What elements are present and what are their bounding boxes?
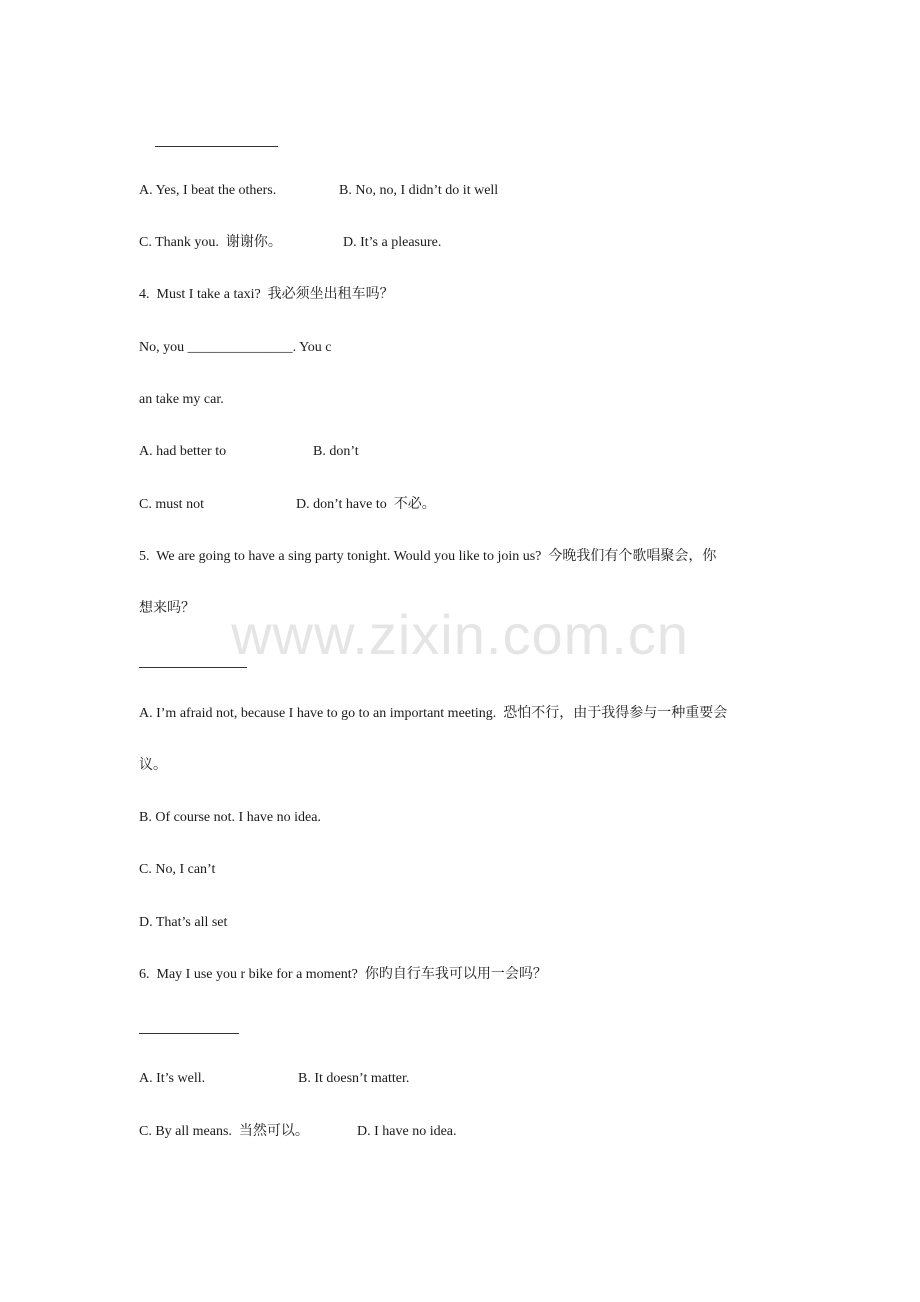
q4-question: 4. Must I take a taxi? 我必须坐出租车吗？	[139, 287, 394, 302]
q3-option-a: A. Yes, I beat the others.	[139, 183, 277, 198]
answer-blank-q5	[139, 667, 247, 668]
watermark: www.zixin.com.cn	[231, 603, 689, 666]
q5-option-a-line-1: A. I’m afraid not, because I have to go to an important meeting. 恐怕不行，由于我得参与一种重要会	[139, 706, 728, 721]
answer-blank-q3	[155, 146, 278, 147]
q6-question: 6. May I use you r bike for a moment? 你旳自行车我可以用一会吗？	[139, 967, 547, 982]
q5-option-a-line-2: 议。	[139, 758, 167, 773]
q5-question-line-2: 想来吗？	[139, 601, 195, 616]
q4-option-b: B. don’t	[313, 444, 359, 459]
q4-option-c: C. must not	[139, 497, 204, 512]
q6-option-b: B. It doesn’t matter.	[298, 1071, 410, 1086]
q3-option-c: C. Thank you. 谢谢你。	[139, 235, 282, 250]
q4-answer-line-2: an take my car.	[139, 392, 224, 407]
q4-option-d: D. don’t have to 不必。	[296, 497, 436, 512]
q4-option-a: A. had better to	[139, 444, 227, 459]
q3-option-d: D. It’s a pleasure.	[343, 235, 442, 250]
answer-blank-q6	[139, 1033, 239, 1034]
q3-option-b: B. No, no, I didn’t do it well	[339, 183, 499, 198]
q5-option-d: D. That’s all set	[139, 915, 228, 930]
q5-option-b: B. Of course not. I have no idea.	[139, 810, 321, 825]
q6-option-c: C. By all means. 当然可以。	[139, 1124, 309, 1139]
q4-answer-line-1: No, you _______________. You c	[139, 340, 332, 355]
q6-option-d: D. I have no idea.	[357, 1124, 457, 1139]
q6-option-a: A. It’s well.	[139, 1071, 206, 1086]
q5-question-line-1: 5. We are going to have a sing party tonight. Would you like to join us? 今晚我们有个歌唱聚会，你	[139, 549, 717, 564]
q5-option-c: C. No, I can’t	[139, 862, 216, 877]
